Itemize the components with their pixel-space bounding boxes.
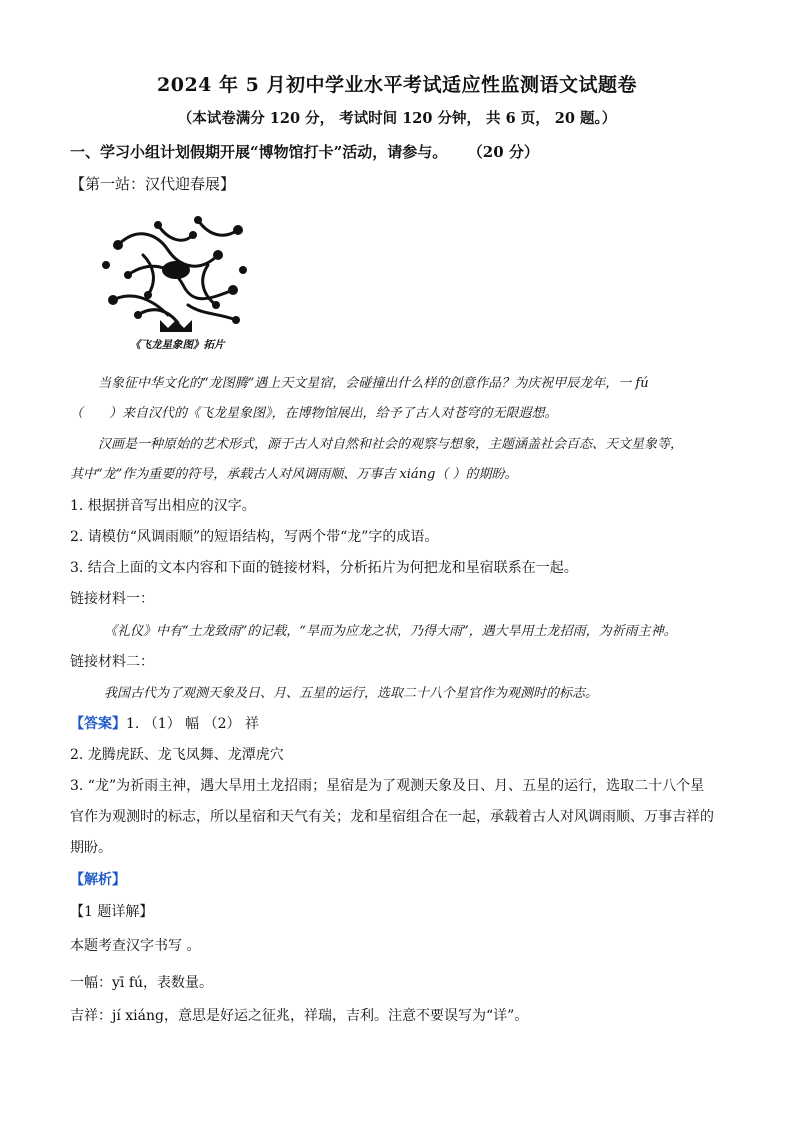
analysis-item: 一幅：yī fú，表数量。 bbox=[70, 975, 214, 991]
blank-open: （ bbox=[70, 406, 84, 421]
link-material-1-text: 《礼仪》中有“土龙致雨”的记载，“旱而为应龙之状，乃得大雨”，遇大旱用土龙招雨，为祈雨主神。 bbox=[104, 624, 677, 639]
station-heading: 【第一站：汉代迎春展】 bbox=[70, 175, 236, 193]
passage-line bbox=[70, 402, 558, 421]
link-material-2-label: 链接材料二： bbox=[70, 654, 154, 670]
dragon-star-rubbing-image bbox=[98, 205, 250, 332]
question-3: 3. 结合上面的文本内容和下面的链接材料，分析拓片为何把龙和星宿联系在一起。 bbox=[70, 560, 578, 576]
link-material-2-text: 我国古代为了观测天象及日、月、五星的运行，选取二十八个星官作为观测时的标志。 bbox=[104, 686, 599, 701]
answer-line: 2. 龙腾虎跃、龙飞凤舞、龙潭虎穴 bbox=[70, 747, 284, 763]
page-subtitle: （本试卷满分 120 分， 考试时间 120 分钟， 共 6 页， 20 题。） bbox=[177, 110, 617, 127]
analysis-item: 吉祥：jí xiáng，意思是好运之征兆，祥瑞，吉利。注意不要误写为“详”。 bbox=[70, 1008, 529, 1024]
passage-text: ）来自汉代的《飞龙星象图》，在博物馆展出，给予了古人对苍穹的无限遐想。 bbox=[109, 406, 558, 421]
analysis-label: 【解析】 bbox=[70, 872, 126, 888]
section-heading bbox=[70, 141, 539, 162]
page-title: 2024 年 5 月初中学业水平考试适应性监测语文试题卷 bbox=[157, 74, 637, 96]
passage-line: 当象征中华文化的“龙图腾”遇上天文星宿，会碰撞出什么样的创意作品？为庆祝甲辰龙年，一 fú bbox=[98, 376, 649, 391]
section-heading-text: 一、学习小组计划假期开展“博物馆打卡”活动，请参与。 bbox=[70, 143, 448, 161]
analysis-q1-heading: 【1 题详解】 bbox=[70, 904, 154, 920]
image-caption: 《飞龙星象图》拓片 bbox=[130, 339, 225, 351]
answer-text: 1. （1） 幅 （2） 祥 bbox=[126, 716, 259, 732]
answer-line bbox=[70, 713, 259, 733]
analysis-intro: 本题考查汉字书写 。 bbox=[70, 938, 201, 954]
passage-line: 其中“龙”作为重要的符号，承载古人对风调雨顺、万事吉 xiáng（ ）的期盼。 bbox=[70, 467, 518, 482]
link-material-1-label: 链接材料一： bbox=[70, 591, 154, 607]
passage-line: 汉画是一种原始的艺术形式，源于古人对自然和社会的观察与想象，主题涵盖社会百态、天文星象等， bbox=[98, 437, 684, 452]
question-2: 2. 请模仿“风调雨顺”的短语结构，写两个带“龙”字的成语。 bbox=[70, 529, 439, 545]
section-score: （20 分） bbox=[475, 143, 539, 161]
answer-line: 期盼。 bbox=[70, 840, 112, 856]
answer-label: 【答案】 bbox=[70, 716, 126, 732]
answer-line: 官作为观测时的标志，所以星宿和天气有关；龙和星宿组合在一起，承载着古人对风调雨顺、万事吉祥的 bbox=[70, 809, 714, 825]
question-1: 1. 根据拼音写出相应的汉字。 bbox=[70, 498, 256, 514]
answer-line: 3. “龙”为祈雨主神，遇大旱用土龙招雨；星宿是为了观测天象及日、月、五星的运行，选取二十八个星 bbox=[70, 778, 705, 794]
